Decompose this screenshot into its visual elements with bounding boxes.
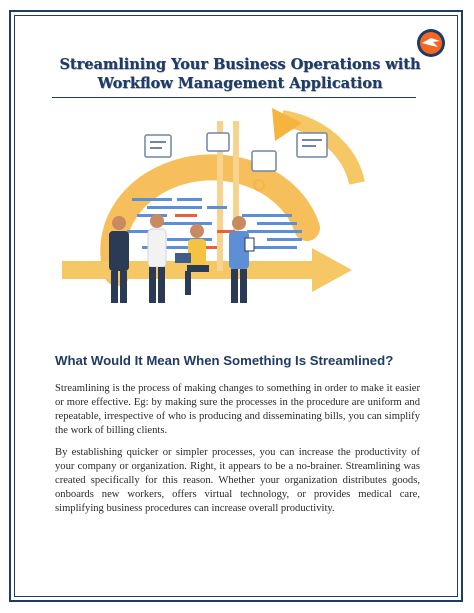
title-divider	[52, 97, 416, 98]
title-line-1: Streamlining Your Business Operations with	[59, 56, 421, 73]
paragraph: By establishing quicker or simpler processes, you can increase the productivity of your company or organization. Right, it appears to be a no-brainer. Streamlining was created specifically for this reason. Whether your organization distributes goods, onboards new workers, offers virtual technology, or provides medical care, simplifying business procedures can increase overall productivity.	[55, 447, 420, 515]
title-line-2: Workflow Management Application	[97, 75, 383, 92]
section-heading: What Would It Mean When Something Is Streamlined?	[55, 353, 394, 368]
paragraph: Streamlining is the process of making changes to something in order to make it easier or more effective. Eg: by making sure the processes in the procedure are uniform and repeatable, irrespective of who is producing and disseminating bills, you can simplify the work of billing clients.	[55, 383, 420, 437]
workflow-team-illustration	[57, 103, 413, 323]
page-title	[40, 55, 440, 93]
company-logo-icon	[416, 28, 446, 58]
